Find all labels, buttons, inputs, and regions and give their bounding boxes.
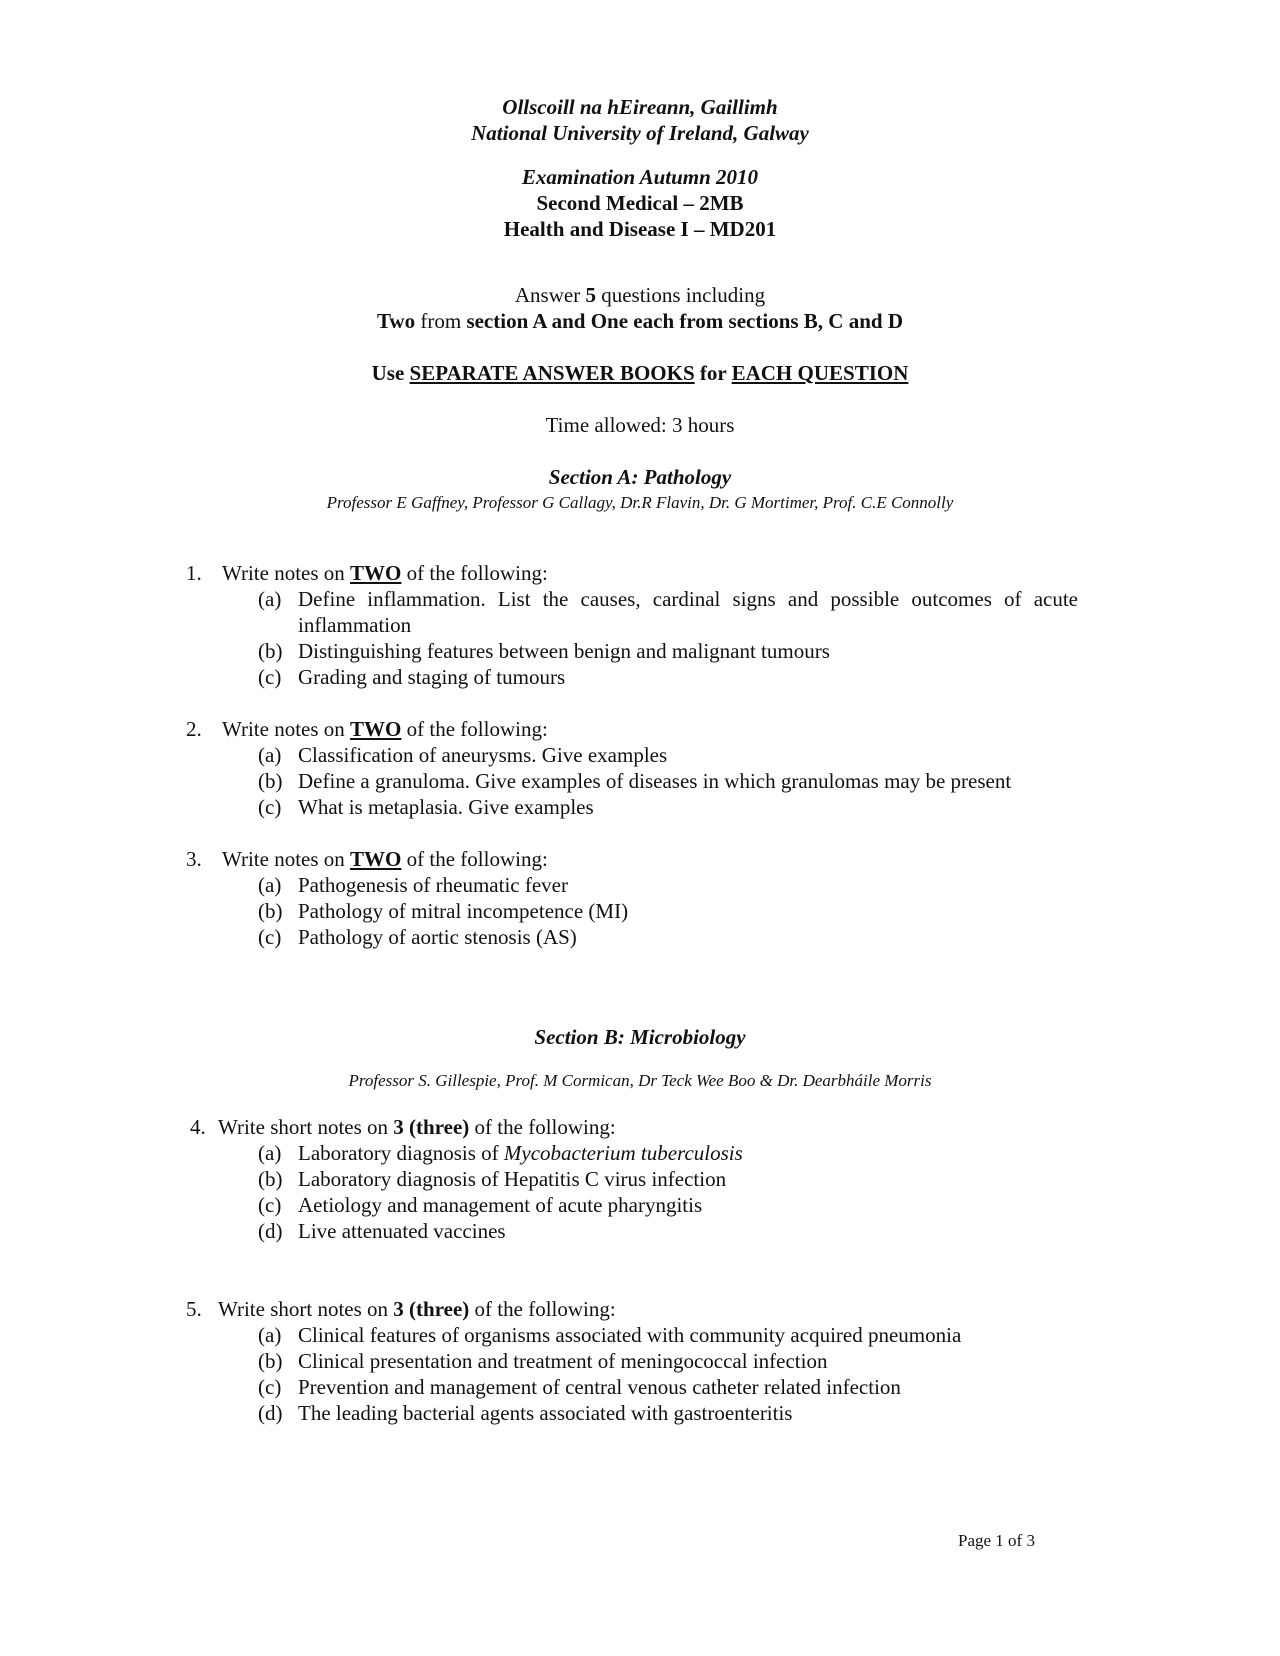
item-tag: (a) bbox=[258, 1323, 282, 1347]
section-b-title: Section B: Microbiology bbox=[534, 1025, 746, 1049]
item-tag: (c) bbox=[258, 1375, 282, 1399]
item-tag: (b) bbox=[258, 769, 283, 793]
item-text: Grading and staging of tumours bbox=[298, 665, 566, 689]
course-year: Second Medical – 2MB bbox=[536, 191, 744, 215]
item-tag: (a) bbox=[258, 1141, 282, 1165]
item-text: Classification of aneurysms. Give examples bbox=[298, 743, 668, 767]
item-tag: (a) bbox=[258, 587, 282, 611]
item-text: Clinical presentation and treatment of meningococcal infection bbox=[298, 1349, 828, 1373]
item-tag: (c) bbox=[258, 1193, 282, 1217]
section-requirement: Two from section A and One each from sections B, C and D bbox=[376, 309, 903, 333]
section-b-examiners: Professor S. Gillespie, Prof. M Cormican, Dr Teck Wee Boo & Dr. Dearbháile Morris bbox=[348, 1071, 932, 1090]
question-number: 2. bbox=[186, 717, 202, 741]
section-a-title: Section A: Pathology bbox=[548, 465, 732, 489]
item-text: Distinguishing features between benign and malignant tumours bbox=[298, 639, 830, 663]
item-tag: (d) bbox=[258, 1401, 283, 1425]
exam-title: Examination Autumn 2010 bbox=[521, 165, 759, 189]
section-a-examiners: Professor E Gaffney, Professor G Callagy, Dr.R Flavin, Dr. G Mortimer, Prof. C.E Connolly bbox=[326, 493, 954, 512]
item-text: Aetiology and management of acute pharyngitis bbox=[298, 1193, 703, 1217]
item-text: Define a granuloma. Give examples of diseases in which granulomas may be present bbox=[298, 769, 1012, 793]
item-text: Pathology of aortic stenosis (AS) bbox=[298, 925, 577, 949]
item-tag: (b) bbox=[258, 899, 283, 923]
answer-books-instruction: Use SEPARATE ANSWER BOOKS for EACH QUESTION bbox=[371, 361, 909, 385]
item-tag: (b) bbox=[258, 1349, 283, 1373]
question-stem: Write notes on TWO of the following: bbox=[222, 847, 548, 871]
question-stem: Write short notes on 3 (three) of the following: bbox=[218, 1297, 616, 1321]
item-tag: (d) bbox=[258, 1219, 283, 1243]
question-stem: Write short notes on 3 (three) of the following: bbox=[218, 1115, 616, 1139]
question-stem: Write notes on TWO of the following: bbox=[222, 561, 548, 585]
item-text: Clinical features of organisms associated with community acquired pneumonia bbox=[298, 1323, 962, 1347]
item-tag: (c) bbox=[258, 665, 282, 689]
question-number: 4. bbox=[190, 1115, 206, 1139]
item-tag: (a) bbox=[258, 873, 282, 897]
item-tag: (a) bbox=[258, 743, 282, 767]
item-tag: (c) bbox=[258, 925, 282, 949]
university-name-english: National University of Ireland, Galway bbox=[471, 121, 809, 145]
module-title: Health and Disease I – MD201 bbox=[503, 217, 777, 241]
item-tag: (b) bbox=[258, 1167, 283, 1191]
question-number: 5. bbox=[186, 1297, 202, 1321]
item-tag: (b) bbox=[258, 639, 283, 663]
item-text: Pathology of mitral incompetence (MI) bbox=[298, 899, 629, 923]
item-text: Pathogenesis of rheumatic fever bbox=[298, 873, 568, 897]
item-text: Prevention and management of central venous catheter related infection bbox=[298, 1375, 901, 1399]
item-text: Laboratory diagnosis of Mycobacterium tuberculosis bbox=[298, 1141, 743, 1165]
item-tag: (c) bbox=[258, 795, 282, 819]
time-allowed: Time allowed: 3 hours bbox=[545, 413, 735, 437]
question-stem: Write notes on TWO of the following: bbox=[222, 717, 548, 741]
page-number: Page 1 of 3 bbox=[958, 1531, 1035, 1550]
item-text: The leading bacterial agents associated with gastroenteritis bbox=[298, 1401, 793, 1425]
answer-instruction: Answer 5 questions including bbox=[514, 283, 766, 307]
question-number: 3. bbox=[186, 847, 202, 871]
item-text: What is metaplasia. Give examples bbox=[298, 795, 594, 819]
question-number: 1. bbox=[186, 561, 202, 585]
item-text: Laboratory diagnosis of Hepatitis C virus infection bbox=[298, 1167, 727, 1191]
item-text: Define inflammation. List the causes, cardinal signs and possible outcomes of acute inflammation bbox=[298, 587, 1078, 637]
university-name-irish: Ollscoill na hEireann, Gaillimh bbox=[502, 95, 778, 119]
item-text: Live attenuated vaccines bbox=[298, 1219, 506, 1243]
